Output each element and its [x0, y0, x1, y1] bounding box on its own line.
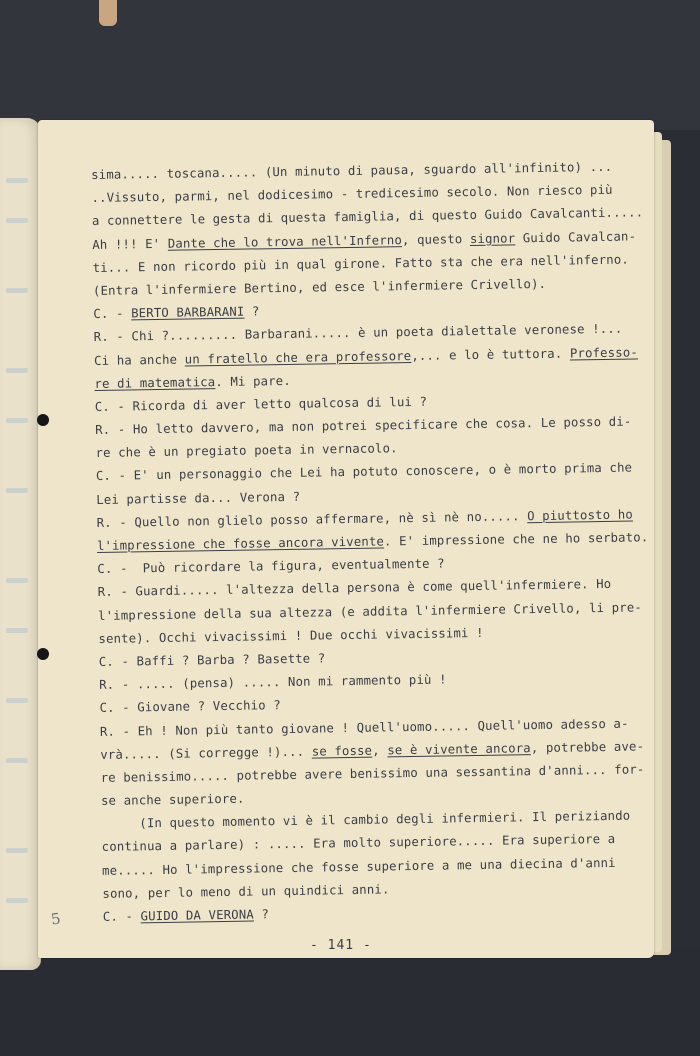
text-segment: a connettere le gesta di questa famiglia, di questo Guido Cavalcanti.....: [91, 205, 644, 229]
underlined-text: se fosse: [311, 743, 373, 759]
clip-tab: [99, 0, 117, 26]
underlined-text: l'impressione che fosse ancora vivente: [96, 534, 385, 553]
text-segment: sima..... toscana..... (Un minuto di pausa, sguardo all'infinito) ...: [91, 159, 613, 182]
facing-page-text-bleed: [2, 158, 38, 958]
text-segment: , potrebbe ave-: [530, 739, 645, 755]
binding-hole: [37, 648, 49, 660]
text-segment: R. - Chi ?......... Barbarani..... è un poeta dialettale veronese !...: [93, 321, 623, 345]
text-segment: C. -: [93, 306, 132, 322]
underlined-text: un fratello che era professore: [184, 348, 412, 367]
text-segment: R. - ..... (pensa) ..... Non mi rammento più !: [99, 672, 447, 693]
text-segment: R. - Guardi..... l'altezza della persona è come quell'infermiere. Ho: [97, 577, 612, 600]
text-segment: C. - Può ricordare la figura, eventualmente ?: [97, 556, 445, 577]
text-segment: R. - Eh ! Non più tanto giovane ! Quell'uomo..... Quell'uomo adesso a-: [99, 716, 629, 739]
text-segment: , questo: [401, 231, 471, 247]
binding-hole: [37, 414, 49, 426]
underlined-text: re di matematica: [94, 374, 216, 391]
text-segment: Ci ha anche: [93, 352, 185, 368]
page-number: - 141 -: [310, 938, 372, 953]
underlined-text: BERTO BARBARANI: [131, 304, 245, 321]
text-segment: re che è un pregiato poeta in vernacolo.: [95, 441, 398, 461]
underlined-text: signor: [469, 230, 516, 246]
text-segment: sente). Occhi vivacissimi ! Due occhi vivacissimi !: [98, 625, 484, 646]
text-segment: R. - Quello non glielo posso affermare, nè sì nè no.....: [96, 509, 528, 530]
text-segment: (In questo momento vi è il cambio degli infermieri. Il periziando: [139, 808, 631, 831]
text-segment: R. - Ho letto davvero, ma non potrei specificare che cosa. Le posso di-: [95, 414, 632, 438]
text-segment: ?: [244, 304, 260, 319]
text-segment: (Entra l'infermiere Bertino, ed esce l'infermiere Crivello).: [92, 276, 547, 298]
text-segment: continua a parlare) : ..... Era molto superiore..... Era superiore a: [101, 832, 616, 855]
typed-page: [38, 120, 654, 958]
text-segment: ,... e lo è tuttora.: [411, 346, 571, 363]
margin-pencil-mark: 5: [49, 909, 62, 929]
text-segment: Lei partisse da... Verona ?: [96, 489, 301, 507]
text-segment: ti... E non ricordo più in qual girone. Fatto sta che era nell'inferno.: [92, 252, 629, 275]
text-segment: sono, per lo meno di un quindici anni.: [102, 882, 390, 901]
text-segment: C. - Ricorda di aver letto qualcosa di lui ?: [94, 394, 428, 414]
text-segment: . E' impressione che ne ho serbato.: [383, 530, 649, 549]
desk-background-bottom: [0, 946, 700, 1056]
facing-page-edge: [0, 118, 41, 970]
text-segment: Ah !!! E': [92, 236, 168, 252]
underlined-text: Dante che lo trova nell'Inferno: [167, 232, 403, 251]
text-segment: se anche superiore.: [100, 791, 245, 808]
text-segment: ,: [372, 743, 388, 758]
typed-text-block: [91, 155, 663, 929]
text-segment: . Mi pare.: [215, 373, 291, 389]
text-segment: ?: [253, 907, 270, 922]
text-segment: C. - Baffi ? Barba ? Basette ?: [98, 651, 326, 669]
text-segment: C. - E' un personaggio che Lei ha potuto conoscere, o è morto prima che: [95, 460, 633, 484]
text-segment: C. - Giovane ? Vecchio ?: [99, 698, 281, 716]
underlined-text: O piuttosto ho: [527, 507, 633, 524]
text-segment: l'impressione della sua altezza (e addita l'infermiere Crivello, li pre-: [97, 599, 642, 623]
text-segment: me..... Ho l'impressione che fosse superiore a me una diecina d'anni: [101, 855, 616, 878]
underlined-text: GUIDO DA VERONA: [140, 907, 255, 924]
text-segment: re benissimo..... potrebbe avere benissimo una sessantina d'anni... for-: [100, 762, 645, 785]
text-segment: Guido Cavalcan-: [515, 229, 637, 245]
underlined-text: Professo-: [569, 344, 638, 361]
text-segment: ..Vissuto, parmi, nel dodicesimo - tredicesimo secolo. Non riesco più: [91, 182, 613, 206]
text-segment: C. -: [102, 909, 141, 924]
underlined-text: se è vivente ancora: [387, 740, 531, 758]
text-segment: vrà..... (Si corregge !)...: [100, 744, 312, 762]
